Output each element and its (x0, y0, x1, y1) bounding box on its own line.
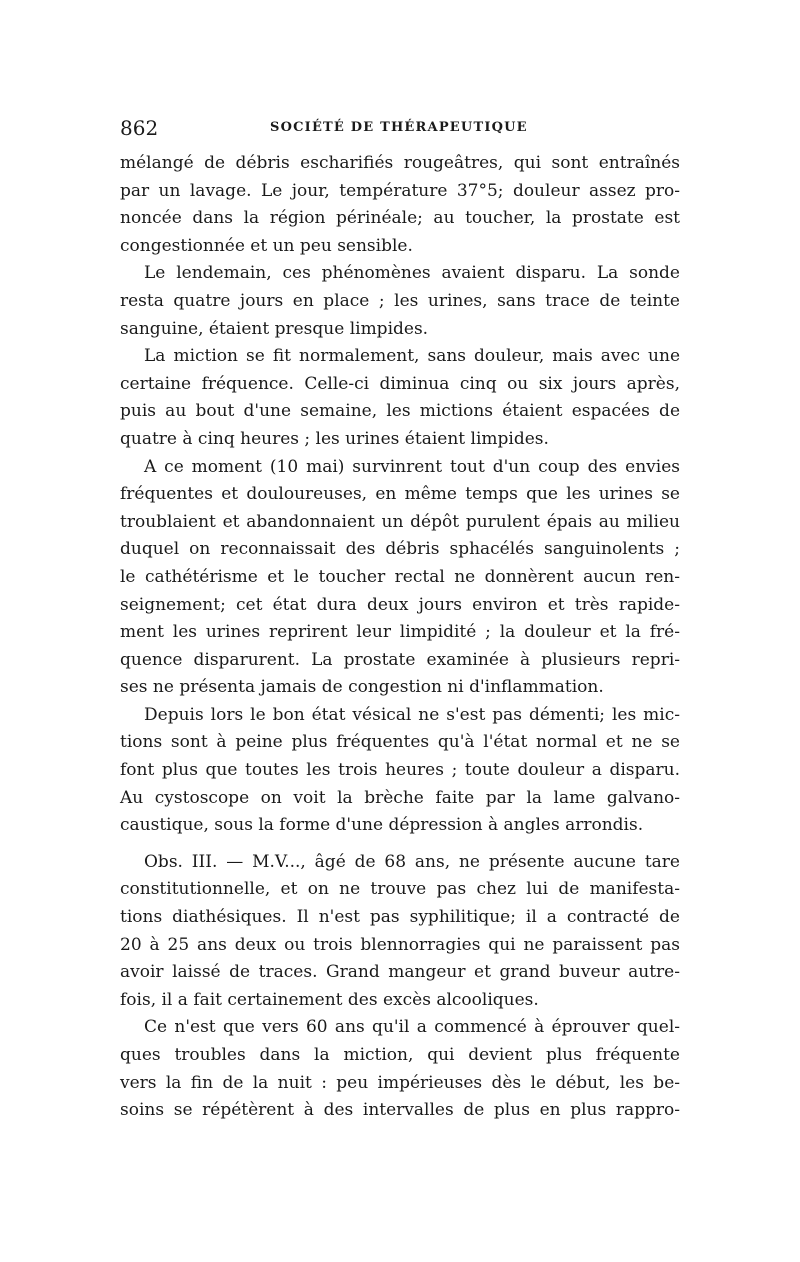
text-line: tions sont à peine plus fréquentes qu'à l'état normal et ne se (120, 732, 680, 753)
text-line: fréquentes et douloureuses, en même temps que les urines se (120, 484, 680, 505)
paragraph-start-line: La miction se fit normalement, sans douleur, mais avec une (144, 346, 680, 367)
text-line: font plus que toutes les trois heures ; toute douleur a disparu. (120, 760, 680, 781)
running-head (120, 116, 680, 142)
text-line: 20 à 25 ans deux ou trois blennorragies qui ne paraissent pas (120, 934, 680, 955)
paragraph-start-line: Le lendemain, ces phénomènes avaient disparu. La sonde (144, 263, 680, 284)
text-line: ses ne présenta jamais de congestion ni d'inflammation. (120, 677, 604, 698)
text-line: par un lavage. Le jour, température 37°5; douleur assez pro- (120, 180, 680, 201)
paragraph-start-line: Depuis lors le bon état vésical ne s'est pas démenti; les mic- (144, 704, 680, 725)
text-line: ment les urines reprirent leur limpidité ; la douleur et la fré- (120, 622, 680, 643)
text-line: soins se répétèrent à des intervalles de plus en plus rappro- (120, 1100, 680, 1121)
text-line: quence disparurent. La prostate examinée à plusieurs repri- (120, 649, 680, 670)
text-line: seignement; cet état dura deux jours environ et très rapide- (120, 594, 680, 615)
text-line: Au cystoscope on voit la brèche faite par la lame galvano- (120, 787, 680, 808)
text-line: mélangé de débris escharifiés rougeâtres, qui sont entraînés (120, 153, 680, 173)
text-line: tions diathésiques. Il n'est pas syphilitique; il a contracté de (120, 907, 680, 928)
body-text (120, 150, 680, 1125)
running-title: SOCIÉTÉ DE THÉRAPEUTIQUE (270, 120, 528, 135)
text-line: fois, il a fait certainement des excès alcooliques. (120, 989, 539, 1010)
text-line: puis au bout d'une semaine, les mictions étaient espacées de (120, 401, 680, 422)
text-line: sanguine, étaient presque limpides. (120, 318, 429, 339)
text-line: caustique, sous la forme d'une dépression à angles arrondis. (120, 815, 644, 836)
text-line: quatre à cinq heures ; les urines étaient limpides. (120, 428, 549, 449)
text-line: noncée dans la région périnéale; au toucher, la prostate est (120, 208, 680, 229)
paragraph-start-line: Obs. III. — M.V..., âgé de 68 ans, ne présente aucune tare (144, 851, 680, 872)
text-line: duquel on reconnaissait des débris sphacélés sanguinolents ; (120, 539, 680, 560)
text-line: le cathétérisme et le toucher rectal ne donnèrent aucun ren- (120, 566, 680, 587)
paragraph-start-line: Ce n'est que vers 60 ans qu'il a commencé à éprouver quel- (144, 1017, 680, 1038)
paragraph-start-line: A ce moment (10 mai) survinrent tout d'un coup des envies (144, 456, 680, 477)
text-line: certaine fréquence. Celle-ci diminua cinq ou six jours après, (120, 373, 680, 394)
text-line: resta quatre jours en place ; les urines, sans trace de teinte (120, 290, 680, 311)
text-line: congestionnée et un peu sensible. (120, 235, 413, 256)
text-line: constitutionnelle, et on ne trouve pas chez lui de manifesta- (120, 879, 680, 900)
page-number: 862 (120, 116, 159, 140)
text-line: avoir laissé de traces. Grand mangeur et grand buveur autre- (120, 962, 680, 983)
text-line: ques troubles dans la miction, qui devient plus fréquente (120, 1045, 680, 1065)
text-line: vers la fin de la nuit : peu impérieuses dès le début, les be- (120, 1072, 680, 1093)
text-line: troublaient et abandonnaient un dépôt purulent épais au milieu (120, 511, 680, 532)
